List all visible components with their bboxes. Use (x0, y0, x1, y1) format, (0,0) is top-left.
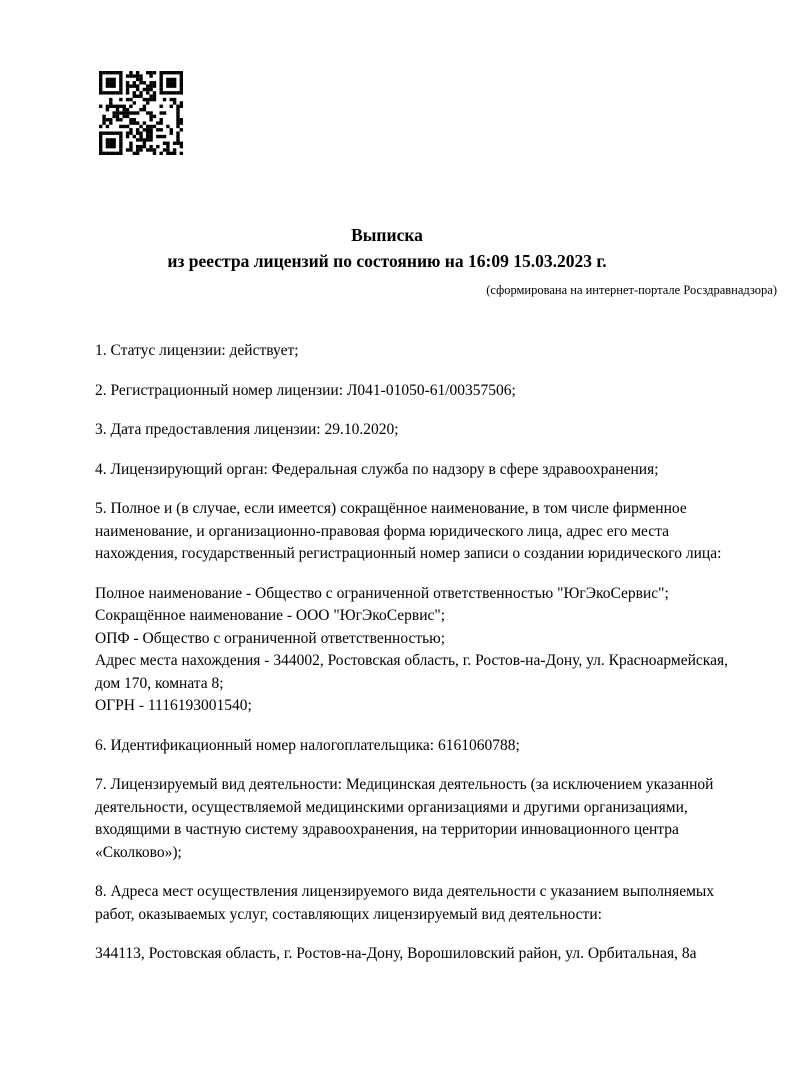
org-info-heading: 5. Полное и (в случае, если имеется) сокращённое наименование, в том числе фирменное наименование, и организационно-правовая форма юридического лица, адрес его места нахождения, государственный регистрационный номер записи о создании юридического лица: (95, 500, 722, 562)
license-status: 1. Статус лицензии: действует; (95, 342, 299, 359)
licensing-authority: 4. Лицензирующий орган: Федеральная служба по надзору в сфере здравоохранения; (95, 460, 659, 478)
taxpayer-inn: 6. Идентификационный номер налогоплательщика: 6161060788; (95, 736, 520, 754)
org-full-name: Полное наименование - Общество с ограниченной ответственностью "ЮгЭкоСервис"; (95, 584, 669, 602)
org-opf: ОПФ - Общество с ограниченной ответственностью; (95, 629, 446, 647)
licensed-activity: 7. Лицензируемый вид деятельности: Медицинская деятельность (за исключением указанной деятельности, осуществляемой медицинскими организациями и другими организациями, входящими в частную систему здравоохранения, на территории инновационного центра «Сколково»); (95, 776, 714, 861)
document-body (95, 340, 752, 966)
activity-addresses-heading: 8. Адреса мест осуществления лицензируемого вида деятельности с указанием выполняемых работ, оказываемых услуг, составляющих лицензируемый вид деятельности: (95, 883, 715, 923)
org-details-block (95, 583, 752, 718)
document-title-line2: из реестра лицензий по состоянию на 16:09 15.03.2023 г. (167, 251, 607, 271)
document-title-line1: Выписка (351, 225, 423, 245)
qr-code-icon (99, 71, 183, 155)
document-subtitle: (сформирована на интернет-портале Росздравнадзора) (486, 283, 777, 297)
license-grant-date: 3. Дата предоставления лицензии: 29.10.2020; (95, 421, 399, 438)
activity-address: 344113, Ростовская область, г. Ростов-на-Дону, Ворошиловский район, ул. Орбитальная, 8а (95, 945, 697, 962)
license-reg-number: 2. Регистрационный номер лицензии: Л041-01050-61/00357506; (95, 381, 516, 399)
org-short-name: Сокращённое наименование - ООО "ЮгЭкоСервис"; (95, 607, 446, 624)
org-ogrn: ОГРН - 1116193001540; (95, 697, 252, 714)
org-address: Адрес места нахождения - 344002, Ростовская область, г. Ростов-на-Дону, ул. Красноармейская, дом 170, комната 8; (95, 652, 728, 692)
